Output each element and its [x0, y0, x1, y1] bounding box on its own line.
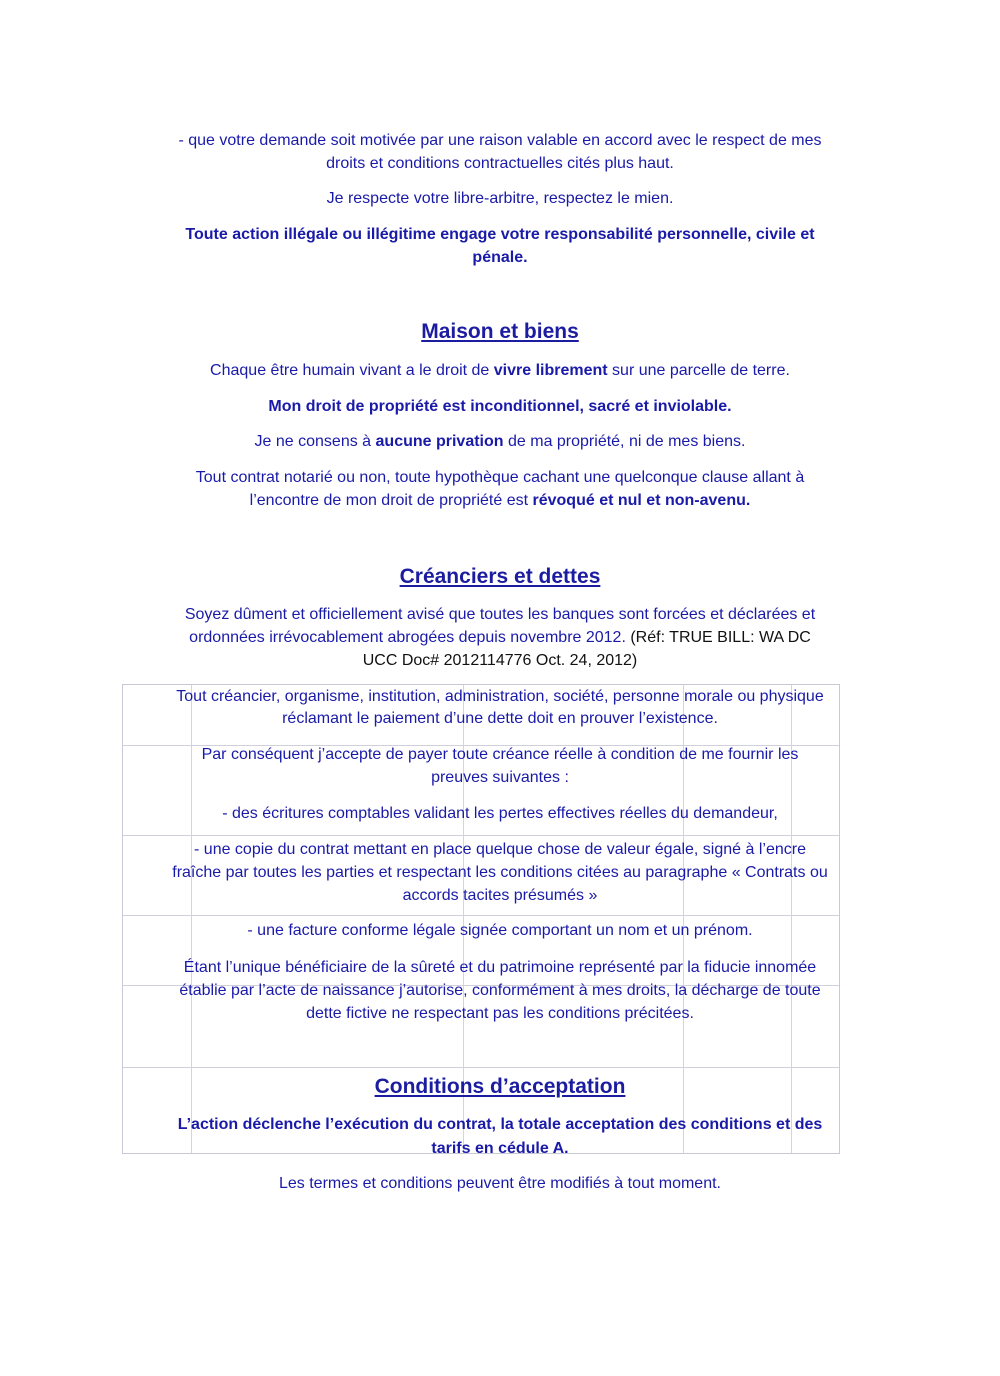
conditions-p1-line-1: L’action déclenche l’exécution du contrat, la totale acceptation des conditions et des — [177, 1116, 823, 1133]
maison-paragraph-3 — [0, 431, 1000, 453]
maison-paragraph-4-line-2 — [0, 490, 1000, 512]
intro-line-2: droits et conditions contractuelles cités plus haut. — [326, 155, 674, 172]
creanciers-p4-line-1: Étant l’unique bénéficiaire de la sûreté et du patrimoine représenté par la fiducie innomée — [183, 959, 817, 976]
maison-p1-bold: vivre librement — [493, 362, 608, 379]
conditions-p2: Les termes et conditions peuvent être modifiés à tout moment. — [278, 1175, 721, 1192]
section-title-conditions: Conditions d’acceptation — [374, 1075, 626, 1098]
creanciers-p3-line-2: preuves suivantes : — [431, 769, 569, 786]
reference-ucc-doc: UCC Doc# 2012114776 Oct. 24, 2012) — [362, 652, 638, 669]
proof-item-2-line-1: - une copie du contrat mettant en place quelque chose de valeur égale, signé à l’encre — [194, 841, 806, 858]
proof-item-2-line-2: fraîche par toutes les parties et respectant les conditions citées au paragraphe « Contrats ou — [172, 864, 828, 881]
reference-true-bill: (Réf: TRUE BILL: WA DC — [630, 629, 811, 646]
maison-p3-end: de ma propriété, ni de mes biens. — [503, 433, 746, 450]
warning-line-2: pénale. — [472, 249, 528, 266]
maison-p1-end: sur une parcelle de terre. — [607, 362, 790, 379]
conditions-p1-line-2: tarifs en cédule A. — [431, 1140, 569, 1157]
maison-paragraph-4-line-1: Tout contrat notarié ou non, toute hypothèque cachant une quelconque clause allant à — [195, 469, 805, 486]
intro-line-3: Je respecte votre libre-arbitre, respectez le mien. — [326, 190, 674, 207]
maison-p4-bold: révoqué et nul et non-avenu. — [532, 492, 751, 509]
maison-p3-bold: aucune privation — [375, 433, 504, 450]
intro-line-1: - que votre demande soit motivée par une raison valable en accord avec le respect de mes — [178, 132, 822, 149]
maison-p3-text: Je ne consens à — [254, 433, 376, 450]
section-title-maison: Maison et biens — [421, 320, 579, 343]
maison-p4-text: l’encontre de mon droit de propriété est — [249, 492, 533, 509]
creanciers-p1-text: ordonnées irrévocablement abrogées depuis novembre 2012. — [189, 629, 631, 646]
maison-paragraph-2: Mon droit de propriété est inconditionnel, sacré et inviolable. — [268, 398, 732, 415]
creanciers-p3-line-1: Par conséquent j’accepte de payer toute créance réelle à condition de me fournir les — [201, 746, 799, 763]
proof-item-3: - une facture conforme légale signée comportant un nom et un prénom. — [247, 922, 753, 939]
creanciers-p1-line-2 — [0, 627, 1000, 649]
creanciers-p4-line-3: dette fictive ne respectant pas les conditions précitées. — [306, 1005, 694, 1022]
proof-item-1: - des écritures comptables validant les pertes effectives réelles du demandeur, — [222, 805, 778, 822]
creanciers-p2-line-1: Tout créancier, organisme, institution, administration, société, personne morale ou physique — [176, 688, 824, 705]
proof-item-2-line-3: accords tacites présumés » — [402, 887, 598, 904]
maison-paragraph-1 — [0, 360, 1000, 382]
creanciers-p2-line-2: réclamant le paiement d’une dette doit en prouver l’existence. — [282, 710, 718, 727]
warning-line-1: Toute action illégale ou illégitime engage votre responsabilité personnelle, civile et — [185, 226, 815, 243]
maison-p1-text: Chaque être humain vivant a le droit de — [210, 362, 494, 379]
section-title-creanciers: Créanciers et dettes — [399, 565, 601, 588]
creanciers-p1-line-1: Soyez dûment et officiellement avisé que toutes les banques sont forcées et déclarées et — [184, 606, 816, 623]
creanciers-p4-line-2: établie par l’acte de naissance j’autorise, conformément à mes droits, la décharge de toute — [179, 982, 821, 999]
